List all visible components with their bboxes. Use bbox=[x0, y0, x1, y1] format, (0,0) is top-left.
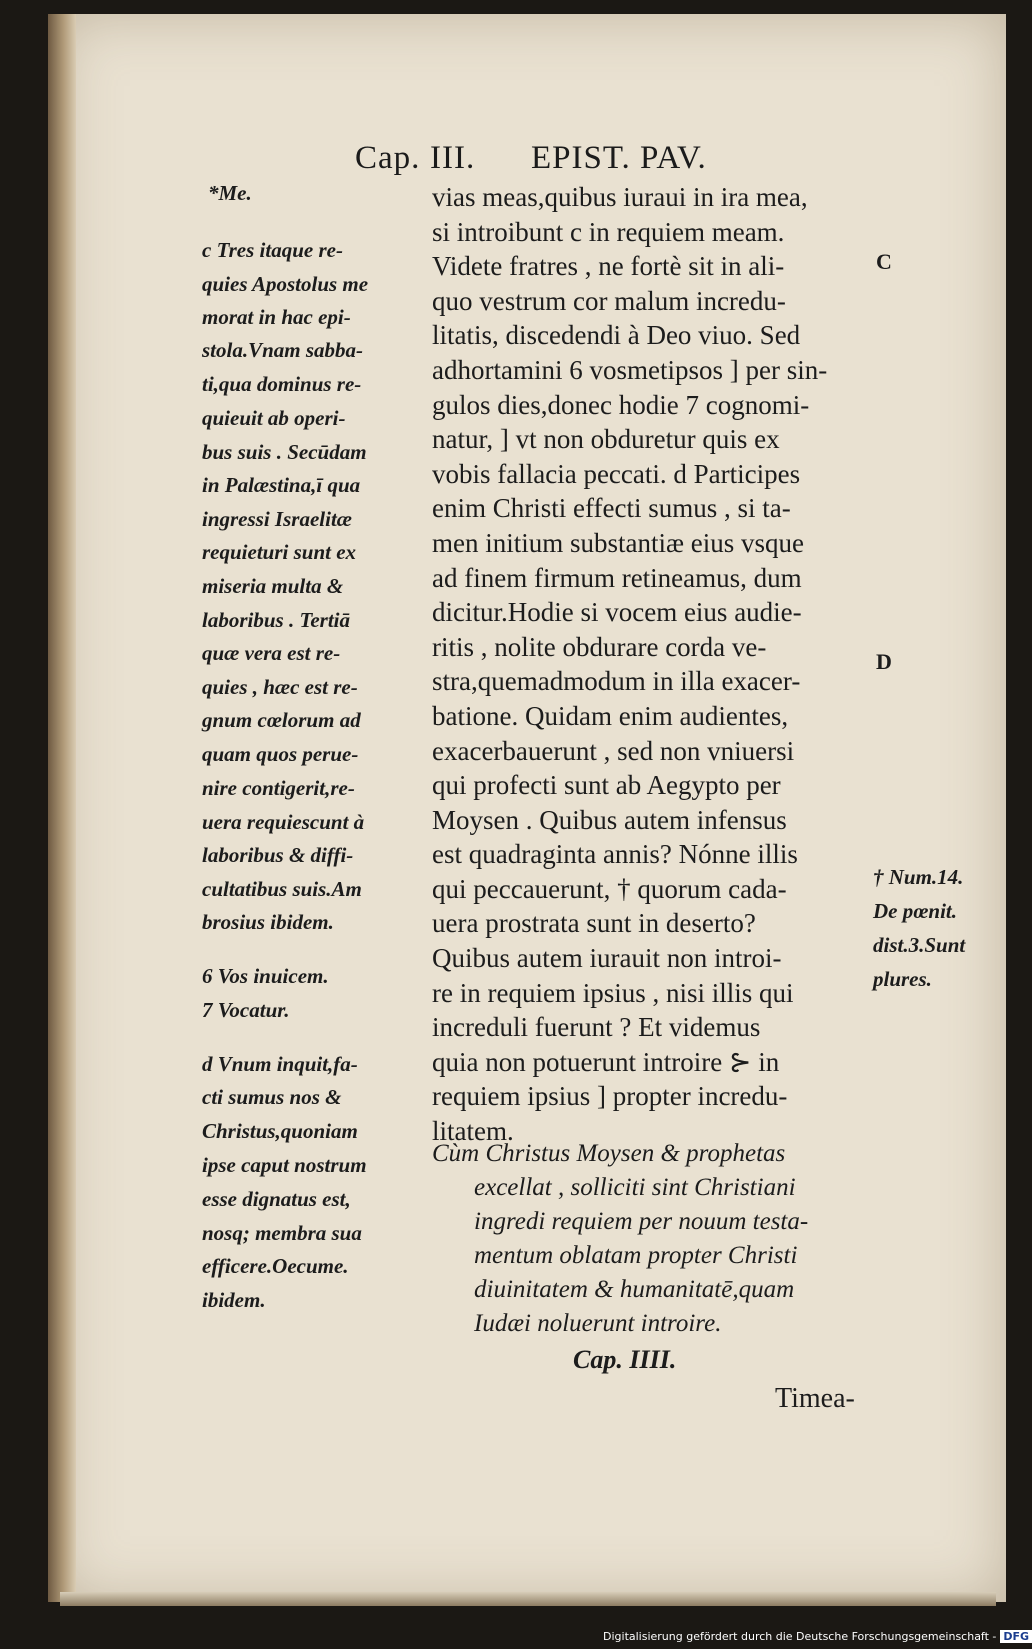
main-text-line: vias meas,quibus iuraui in ira mea, bbox=[432, 182, 808, 212]
gloss-line: quieuit ab operi- bbox=[202, 406, 346, 430]
main-text-line: est quadraginta annis? Nónne illis bbox=[432, 839, 798, 870]
gloss-line: quæ vera est re- bbox=[202, 641, 341, 665]
main-text-line: Quibus autem iurauit non introi- bbox=[432, 943, 782, 974]
main-text bbox=[432, 180, 827, 1149]
next-chapter-heading: Cap. IIII. bbox=[573, 1345, 677, 1374]
main-text-line: quo vestrum cor malum incredu- bbox=[432, 285, 786, 316]
gloss-line: *Me. bbox=[208, 181, 252, 205]
gloss-line: miseria multa & bbox=[202, 574, 344, 598]
main-text-line: gulos dies,donec hodie 7 cognomi- bbox=[432, 389, 810, 420]
main-text-line: vobis fallacia peccati. d Participes bbox=[432, 458, 801, 489]
summary-line: Iudæi noluerunt introire. bbox=[474, 1310, 722, 1337]
gloss-line: ingressi Israelitæ bbox=[202, 507, 352, 531]
gloss-line: gnum cœlorum ad bbox=[202, 708, 361, 732]
summary-line: Cùm Christus Moysen & prophetas bbox=[432, 1140, 786, 1167]
gloss-line: quam quos perue- bbox=[202, 742, 359, 766]
gloss-line: 7 Vocatur. bbox=[202, 998, 290, 1022]
catchword: Timea- bbox=[775, 1383, 855, 1414]
gloss-line: uera requiescunt à bbox=[202, 810, 365, 834]
gloss-line: stola.Vnam sabba- bbox=[202, 338, 364, 362]
gloss-line: bus suis . Secūdam bbox=[202, 440, 367, 464]
gloss-line: quies , hæc est re- bbox=[202, 675, 358, 699]
right-margin-note bbox=[873, 860, 965, 996]
main-text-line: Videte fratres , ne fortè sit in ali- bbox=[432, 251, 785, 282]
gloss-line: ipse caput nostrum bbox=[202, 1153, 367, 1177]
gloss-line: ti,qua dominus re- bbox=[202, 372, 362, 396]
main-text-line: qui profecti sunt ab Aegypto per bbox=[432, 770, 781, 801]
right-note-line: plures. bbox=[873, 967, 932, 991]
dfg-logo: DFG bbox=[1000, 1630, 1032, 1643]
gloss-line: laboribus & diffi- bbox=[202, 843, 354, 867]
main-text-line: quia non potuerunt introire ⊱ in bbox=[432, 1046, 780, 1077]
main-text-line: litatis, discedendi à Deo viuo. Sed bbox=[432, 320, 801, 351]
gloss-line: ibidem. bbox=[202, 1288, 266, 1312]
summary-line: mentum oblatam propter Christi bbox=[474, 1242, 798, 1269]
main-text-line: ritis , nolite obdurare corda ve- bbox=[432, 631, 767, 662]
gloss-line: nosq; membra sua bbox=[202, 1221, 362, 1245]
credit-text: Digitalisierung gefördert durch die Deutsche Forschungsgemeinschaft - bbox=[603, 1630, 997, 1643]
page-gutter bbox=[48, 14, 76, 1602]
gloss-line: d Vnum inquit,fa- bbox=[202, 1052, 358, 1076]
main-text-line: dicitur.Hodie si vocem eius audie- bbox=[432, 597, 802, 628]
main-text-line: re in requiem ipsius , nisi illis qui bbox=[432, 977, 794, 1008]
summary-line: ingredi requiem per nouum testa- bbox=[474, 1208, 809, 1235]
gloss-line: quies Apostolus me bbox=[202, 272, 369, 296]
digitization-credit bbox=[603, 1630, 1032, 1643]
main-text-line: Moysen . Quibus autem infensus bbox=[432, 804, 787, 835]
gloss-line: Christus,quoniam bbox=[202, 1119, 358, 1143]
gloss-line: efficere.Oecume. bbox=[202, 1254, 349, 1278]
margin-letter-d: D bbox=[876, 649, 892, 674]
main-text-line: adhortamini 6 vosmetipsos ] per sin- bbox=[432, 354, 828, 385]
gloss-line: requieturi sunt ex bbox=[202, 540, 357, 564]
main-text-line: men initium substantiæ eius vsque bbox=[432, 527, 804, 558]
right-note-line: De pœnit. bbox=[873, 899, 957, 923]
main-text-line: batione. Quidam enim audientes, bbox=[432, 700, 789, 731]
gloss-line: esse dignatus est, bbox=[202, 1187, 351, 1211]
main-text-line: increduli fuerunt ? Et videmus bbox=[432, 1012, 761, 1043]
margin-letter-c: C bbox=[876, 249, 892, 274]
summary-line: diuinitatem & humanitatē,quam bbox=[474, 1276, 795, 1303]
summary-line: excellat , solliciti sint Christiani bbox=[474, 1174, 796, 1201]
main-text-line: ad finem firmum retineamus, dum bbox=[432, 562, 802, 593]
chapter-summary bbox=[432, 1137, 808, 1341]
running-head-chapter: Cap. bbox=[355, 140, 421, 176]
main-text-line: natur, ] vt non obduretur quis ex bbox=[432, 424, 780, 455]
gloss-line: laboribus . Tertiā bbox=[202, 608, 351, 632]
gloss-line: cti sumus nos & bbox=[202, 1085, 342, 1109]
page-edge bbox=[60, 1592, 996, 1606]
running-head-chapter-number: III. bbox=[430, 140, 476, 176]
main-text-line: stra,quemadmodum in illa exacer- bbox=[432, 666, 801, 697]
gloss-line: nire contigerit,re- bbox=[202, 776, 355, 800]
main-text-line: uera prostrata sunt in deserto? bbox=[432, 908, 756, 939]
running-head-book: EPIST. PAV. bbox=[531, 140, 707, 176]
main-text-line: litatem. bbox=[432, 1116, 514, 1147]
gloss-line: c Tres itaque re- bbox=[202, 238, 343, 262]
main-text-line: enim Christi effecti sumus , si ta- bbox=[432, 493, 791, 524]
gloss-line: 6 Vos inuicem. bbox=[202, 964, 329, 988]
right-note-line: dist.3.Sunt bbox=[873, 933, 966, 957]
gloss-line: morat in hac epi- bbox=[202, 305, 351, 329]
main-text-line: si introibunt c in requiem meam. bbox=[432, 216, 785, 247]
main-text-line: exacerbauerunt , sed non vniuersi bbox=[432, 735, 795, 766]
main-text-line: requiem ipsius ] propter incredu- bbox=[432, 1081, 788, 1112]
gloss-line: cultatibus suis.Am bbox=[202, 877, 362, 901]
gloss-line: brosius ibidem. bbox=[202, 910, 334, 934]
right-note-line: † Num.14. bbox=[873, 865, 964, 889]
gloss-line: in Palæstina,ī qua bbox=[202, 473, 361, 497]
main-text-line: qui peccauerunt, † quorum cada- bbox=[432, 873, 787, 904]
